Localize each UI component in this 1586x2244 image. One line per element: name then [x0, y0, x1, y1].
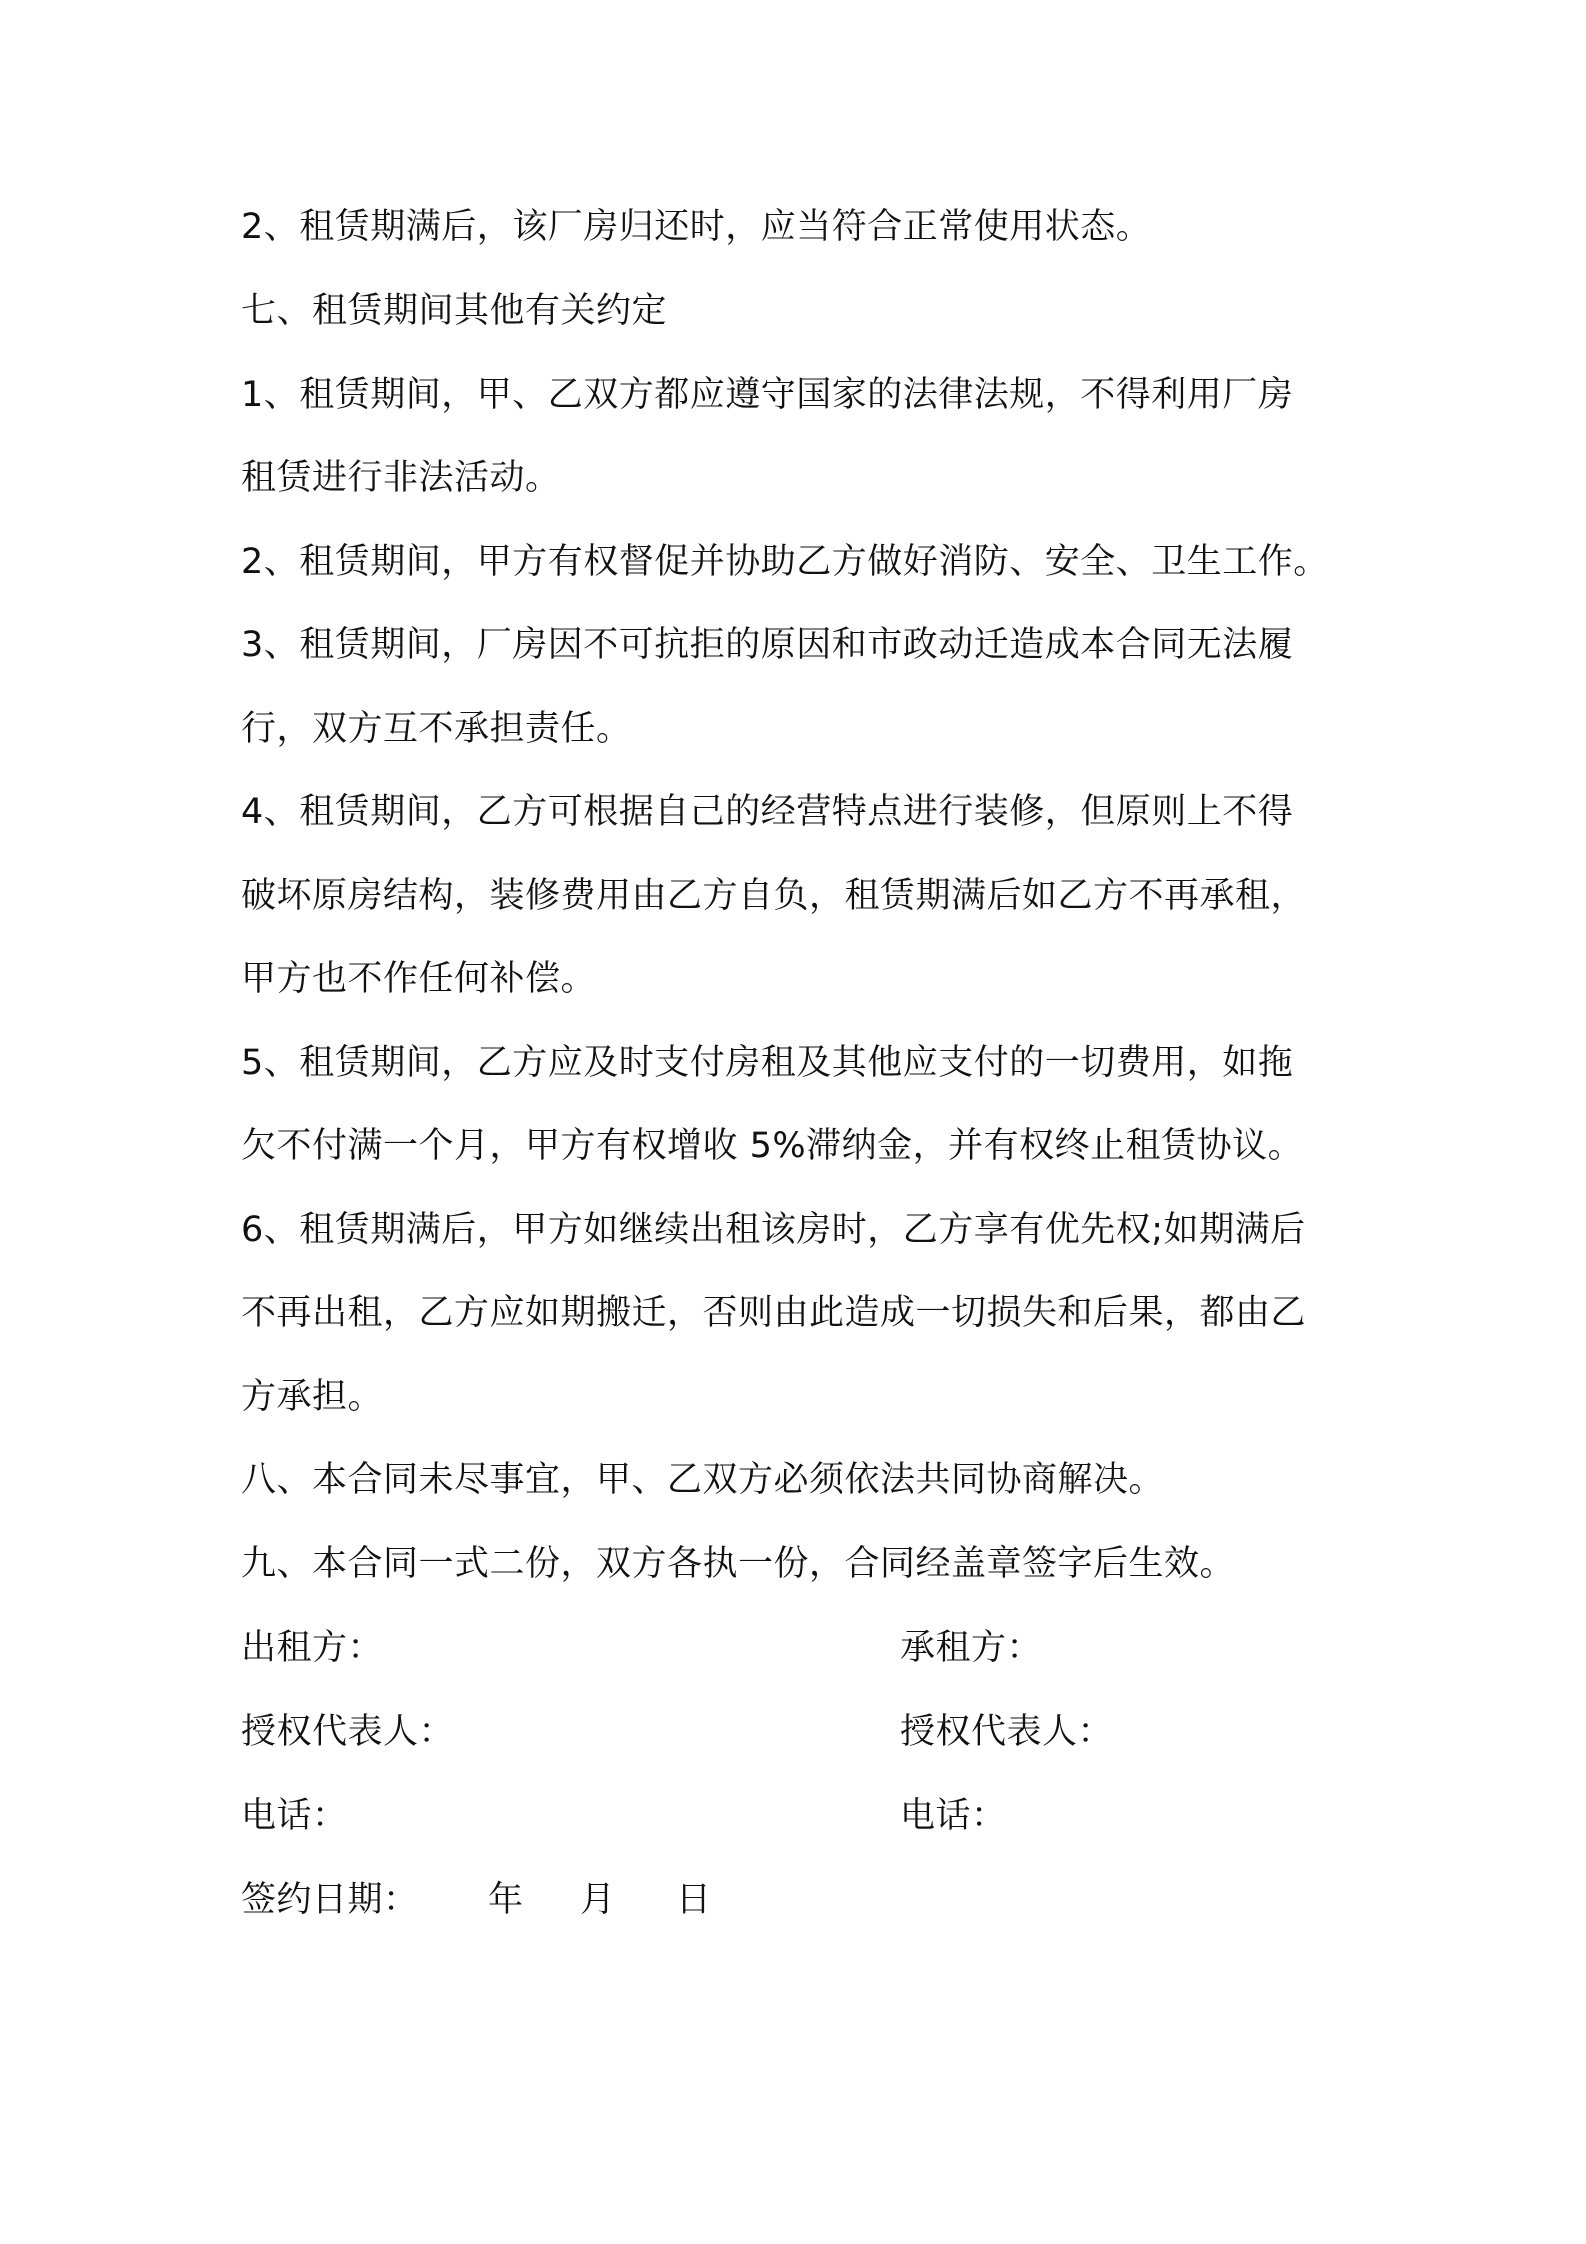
lessee-label: 承租方： — [900, 1628, 1043, 1668]
clause-7-2: 2、租赁期间，甲方有权督促并协助乙方做好消防、安全、卫生工作。 — [241, 542, 1329, 582]
clause-7-1-line-1: 1、租赁期间，甲、乙双方都应遵守国家的法律法规，不得利用厂房 — [241, 375, 1294, 415]
clause-7-3-line-1: 3、租赁期间，厂房因不可抗拒的原因和市政动迁造成本合同无法履 — [241, 625, 1294, 665]
clause-7-4-line-1: 4、租赁期间，乙方可根据自己的经营特点进行装修，但原则上不得 — [241, 792, 1294, 832]
lessor-phone-label: 电话： — [241, 1796, 348, 1836]
clause-7-6-line-3: 方承担。 — [241, 1377, 384, 1417]
section-7-heading: 七、租赁期间其他有关约定 — [241, 291, 668, 331]
section-9: 九、本合同一式二份，双方各执一份，合同经盖章签字后生效。 — [241, 1544, 1236, 1584]
clause-7-4-line-2: 破坏原房结构，装修费用由乙方自负，租赁期满后如乙方不再承租， — [241, 876, 1307, 916]
section-8: 八、本合同未尽事宜，甲、乙双方必须依法共同协商解决。 — [241, 1460, 1165, 1500]
date-month-label: 月 — [580, 1880, 616, 1920]
date-day-label: 日 — [676, 1880, 712, 1920]
clause-7-3-line-2: 行，双方互不承担责任。 — [241, 709, 632, 749]
clause-6-2: 2、租赁期满后，该厂房归还时，应当符合正常使用状态。 — [241, 207, 1152, 247]
clause-7-6-line-2: 不再出租，乙方应如期搬迁，否则由此造成一切损失和后果，都由乙 — [241, 1293, 1307, 1333]
clause-7-1-line-2: 租赁进行非法活动。 — [241, 458, 561, 498]
clause-7-6-line-1: 6、租赁期满后，甲方如继续出租该房时，乙方享有优先权;如期满后 — [241, 1210, 1306, 1250]
lessee-representative-label: 授权代表人： — [900, 1712, 1114, 1752]
signing-date-label: 签约日期： — [241, 1880, 419, 1920]
clause-7-4-line-3: 甲方也不作任何补偿。 — [241, 959, 597, 999]
date-year-label: 年 — [488, 1880, 524, 1920]
clause-7-5-line-2: 欠不付满一个月，甲方有权增收 5%滞纳金，并有权终止租赁协议。 — [241, 1126, 1304, 1166]
lessor-representative-label: 授权代表人： — [241, 1712, 455, 1752]
clause-7-5-line-1: 5、租赁期间，乙方应及时支付房租及其他应支付的一切费用，如拖 — [241, 1043, 1294, 1083]
lessee-phone-label: 电话： — [900, 1796, 1007, 1836]
lessor-label: 出租方： — [241, 1628, 384, 1668]
